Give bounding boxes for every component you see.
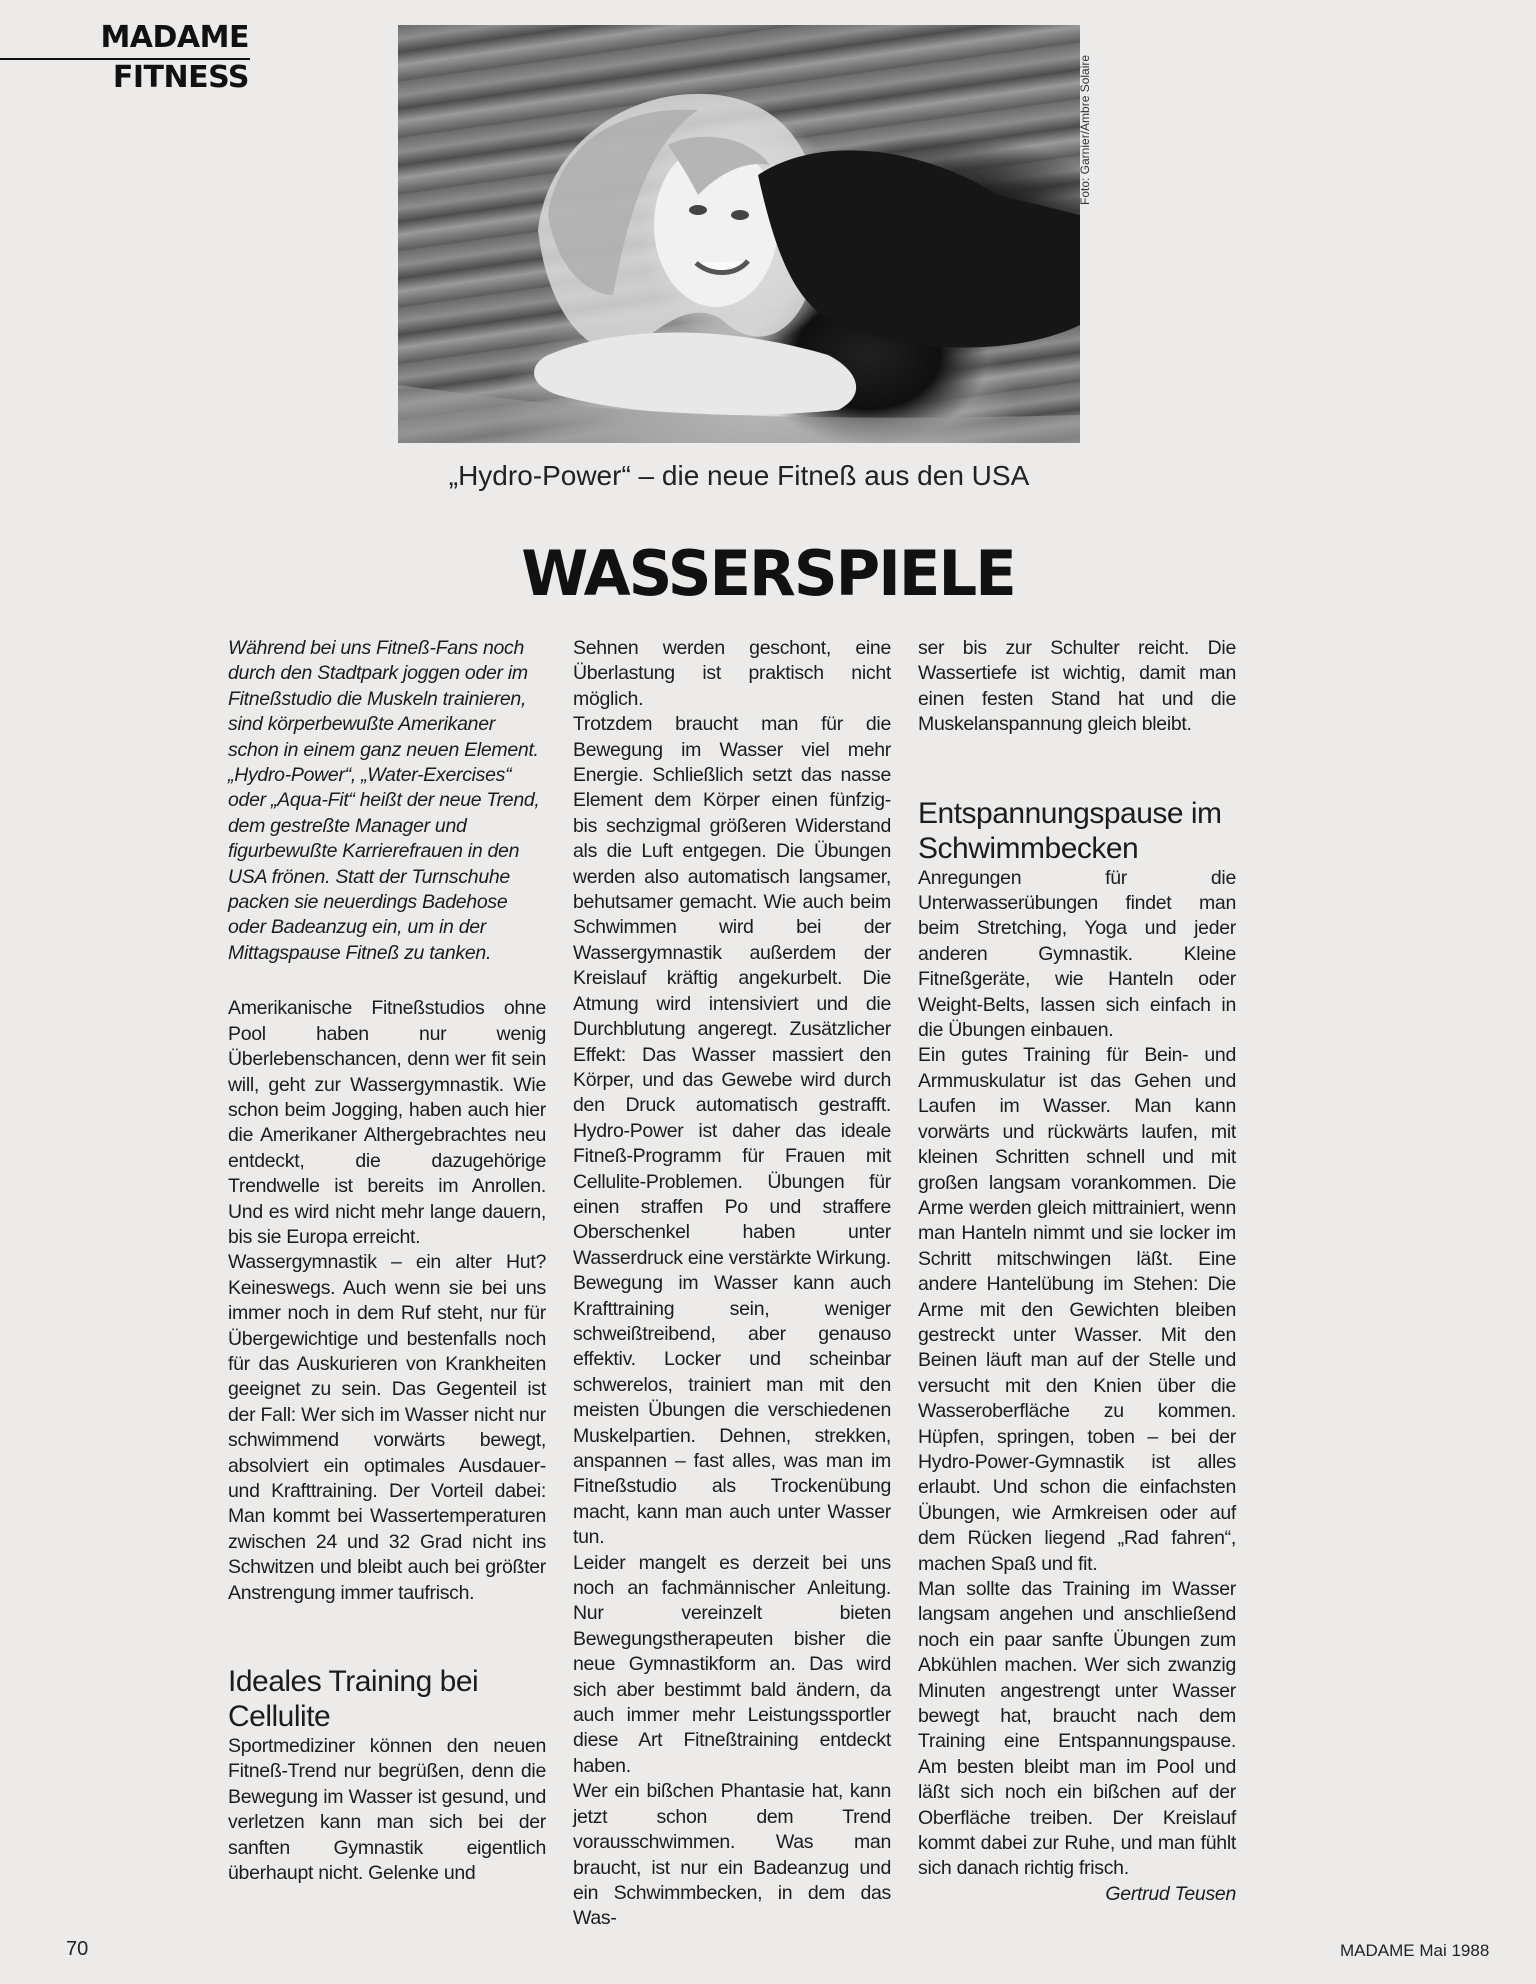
- paragraph-gap: [228, 966, 546, 996]
- subheading-cellulite: Ideales Training bei Cellulite: [228, 1665, 479, 1734]
- body-paragraph: Ein gutes Training für Bein- und Armmuskulatur ist das Gehen und Laufen im Wasser. Man kann vorwärts und rückwärts laufen, mit kleinen Schritten schnell und mit großen langsam vorankommen. Die Arme werden gleich mittrainiert, wenn man Hanteln nimmt und sie locker im Schritt mitschwingen läßt. Eine andere Hantelübung im Stehen: Die Arme mit den Gewichten bleiben gestreckt unter Wasser. Mit den Beinen läuft man auf der Stelle und versucht mit den Knien über die Wasseroberfläche zu kommen. Hüpfen, springen, toben – bei der Hydro-Power-Gymnastik ist alles erlaubt. Und schon die einfachsten Übungen, wie Armkreisen oder auf dem Rücken liegend „Rad fahren“, machen Spaß und fit.: [918, 1044, 1236, 1575]
- body-paragraph: ser bis zur Schulter reicht. Die Wassertiefe ist wichtig, damit man einen festen Stand hat und die Muskelanspannung gleich bleibt.: [918, 637, 1236, 736]
- paragraph-gap: [228, 1606, 546, 1664]
- headline: WASSERSPIELE: [521, 537, 1015, 610]
- body-paragraph: Wer ein bißchen Phantasie hat, kann jetzt schon dem Trend vorausschwimmen. Was man braucht, ist nur ein Badeanzug und ein Schwimmbecken, in dem das Was-: [573, 1780, 891, 1930]
- hero-photo: [398, 25, 1080, 443]
- section-label-line2: FITNESS: [112, 60, 249, 95]
- paragraph-gap: [918, 738, 1236, 796]
- section-label-line1: MADAME: [100, 20, 249, 55]
- body-paragraph: Anregungen für die Unterwasserübungen findet man beim Stretching, Yoga und jeder anderen Gymnastik. Kleine Fitneßgeräte, wie Hanteln oder Weight-Belts, lassen sich einfach in die Übungen einbauen.: [918, 866, 1236, 1042]
- hero-photo-illustration: [398, 25, 1080, 443]
- folio: MADAME Mai 1988: [1340, 1941, 1490, 1960]
- column-1: [228, 636, 546, 1886]
- body-paragraph: Leider mangelt es derzeit bei uns noch an fachmännischer Anleitung. Nur vereinzelt bieten Bewegungstherapeuten bisher die neue Gymnastikform an. Das wird sich aber bestimmt bald ändern, da auch immer mehr Leistungssportler diese Art Fitneßtraining entdeckt haben.: [573, 1551, 891, 1777]
- body-paragraph: Amerikanische Fitneßstudios ohne Pool haben nur wenig Überlebenschancen, denn wer fit sein will, geht zur Wassergymnastik. Wie schon beim Jogging, haben auch hier die Amerikaner Althergebrachtes neu entdeckt, die dazugehörige Trendwelle ist bereits im Anrollen. Und es wird nicht mehr lange dauern, bis sie Europa erreicht.: [228, 997, 546, 1248]
- lede-paragraph: Während bei uns Fitneß-Fans noch durch den Stadtpark joggen oder im Fitneßstudio die Muskeln trainieren, sind körperbewußte Amerikaner schon in einem ganz neuen Element. „Hydro-Power“, „Water-Exercises“ oder „Aqua-Fit“ heißt der neue Trend, dem gestreßte Manager und figurbewußte Karrierefrauen in den USA frönen. Statt der Turnschuhe packen sie neuerdings Badehose oder Badeanzug ein, um in der Mittagspause Fitneß zu tanken.: [228, 637, 540, 964]
- body-paragraph: Sportmediziner können den neuen Fitneß-Trend nur begrüßen, denn die Bewegung im Wasser ist gesund, und verletzen kann man sich bei der sanften Gymnastik eigentlich überhaupt nicht. Gelenke und: [228, 1735, 546, 1885]
- page-number: 70: [66, 1938, 89, 1960]
- body-paragraph: Trotzdem braucht man für die Bewegung im Wasser viel mehr Energie. Schließlich setzt das nasse Element dem Körper einen fünfzig- bis sechzigmal größeren Widerstand als die Luft entgegen. Die Übungen werden also automatisch langsamer, behutsamer gemacht. Wie auch beim Schwimmen wird bei der Wassergymnastik außerdem der Kreislauf kräftig angekurbelt. Die Atmung wird intensiviert und die Durchblutung angeregt. Zusätzlicher Effekt: Das Wasser massiert den Körper, und das Gewebe wird durch den Druck automatisch gestrafft. Hydro-Power ist daher das ideale Fitneß-Programm für Frauen mit Cellulite-Problemen. Übungen für einen straffen Po und straffere Oberschenkel haben unter Wasserdruck eine verstärkte Wirkung.: [573, 713, 891, 1269]
- column-3: [918, 636, 1236, 1907]
- subheading-entspannung: Entspannungspause im Schwimmbecken: [918, 796, 1222, 865]
- section-label: [0, 18, 252, 100]
- body-paragraph-text: Man sollte das Training im Wasser langsam angehen und anschließend noch ein paar sanfte Übungen zum Abkühlen machen. Wer sich zwanzig Minuten angestrengt unter Wasser bewegt hat, braucht nach dem Training eine Entspannungspause. Am besten bleibt man im Pool und läßt sich noch ein bißchen auf der Oberfläche treiben. Der Kreislauf kommt dabei zur Ruhe, und man fühlt sich danach richtig frisch.: [918, 1578, 1236, 1880]
- body-paragraph: Wassergymnastik – ein alter Hut? Keineswegs. Auch wenn sie bei uns immer noch in dem Ruf steht, nur für Übergewichtige und bestenfalls noch für das Auskurieren von Krankheiten geeignet zu sein. Das Gegenteil ist der Fall: Wer sich im Wasser nicht nur schwimmend vorwärts bewegt, absolviert ein optimales Ausdauer- und Krafttraining. Der Vorteil dabei: Man kommt bei Wassertemperaturen zwischen 24 und 32 Grad nicht ins Schwitzen und bleibt auch bei größter Anstrengung immer taufrisch.: [228, 1251, 546, 1604]
- body-paragraph: Sehnen werden geschont, eine Überlastung ist praktisch nicht möglich.: [573, 637, 891, 710]
- body-paragraph: Bewegung im Wasser kann auch Krafttraining sein, weniger schweißtreibend, aber genauso effektiv. Locker und scheinbar schwerelos, trainiert man mit den meisten Übungen die verschiedenen Muskelpartien. Dehnen, strekken, anspannen – fast alles, was man im Fitneßstudio als Trockenübung macht, kann man auch unter Wasser tun.: [573, 1272, 891, 1549]
- photo-caption: „Hydro-Power“ – die neue Fitneß aus den USA: [448, 460, 1030, 491]
- author-byline: Gertrud Teusen: [1105, 1882, 1236, 1905]
- body-paragraph: [918, 1577, 1236, 1905]
- photo-credit: Foto: Garnier/Ambre Solaire: [1078, 54, 1092, 205]
- column-2: [573, 636, 891, 1932]
